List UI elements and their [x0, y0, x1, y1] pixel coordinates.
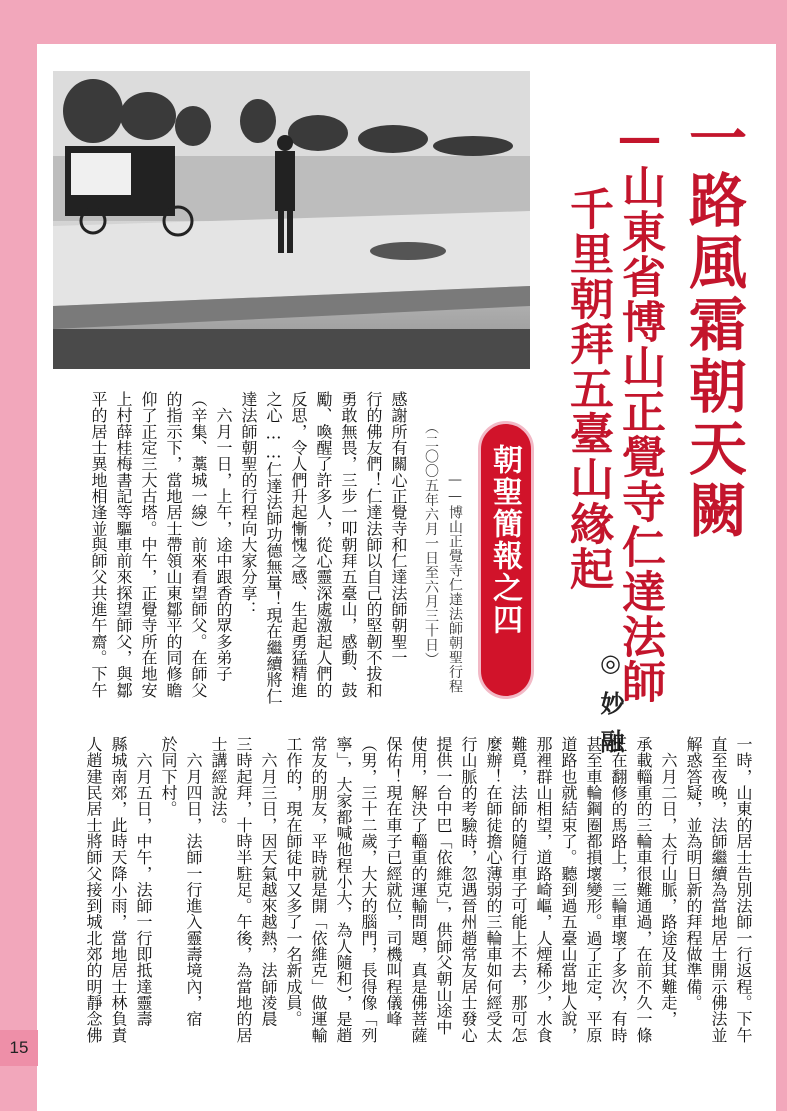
body-column-right-22: 士講經說法。 [209, 736, 228, 833]
body-column-right-27: 人趙建民居士將師父接到城北郊的明靜念佛 [84, 736, 103, 1043]
body-column-right-5: 承載輜重的三輪車很難通過，在前不久一條 [634, 736, 653, 1043]
page-number: 15 [0, 1030, 38, 1066]
article-photo [53, 71, 530, 369]
body-column-right-9: 那裡群山相望，道路崎嶇，人煙稀少，水食 [534, 736, 553, 1043]
body-column-left-5: 反思，令人們升起慚愧之感、生起勇猛精進 [289, 391, 308, 698]
body-column-right-24: 於同下村。 [159, 736, 178, 817]
body-column-right-20: 六月三日，因天氣越來越熱，法師淩晨 [259, 736, 278, 1027]
photo-illustration [53, 71, 530, 369]
body-column-left-11: 仰了正定三大古塔。中午，正覺寺所在地安 [139, 391, 158, 698]
body-column-right-1: 一時，山東的居士告別法師一行返程。下午 [734, 736, 753, 1043]
body-column-right-16: （男，三十二歲，大大的腦門，長得像「列 [359, 736, 378, 1043]
body-column-right-13: 提供一台中巴「依維克」，供師父朝山途中 [434, 736, 453, 1035]
author-byline: ◎妙融 [596, 648, 625, 767]
body-column-right-23: 六月四日，法師一行進入靈壽境內，宿 [184, 736, 203, 1027]
article-subtitle-line1: —山東省博山正覺寺仁達法師 [614, 112, 665, 704]
body-column-right-25: 六月五日，中午，法師一行即抵達靈壽 [134, 736, 153, 1027]
body-column-right-17: 寧」，大家都喊他程小大，為人隨和），是趙 [334, 736, 353, 1043]
source-note-line2: （二〇〇五年六月一日至六月三十日） [423, 420, 439, 667]
body-column-right-6: 正在翻修的馬路上，三輪車壞了多次，有時 [609, 736, 628, 1043]
body-column-right-14: 使用，解決了輜重的運輸問題，真是佛菩薩 [409, 736, 428, 1043]
body-column-left-12: 上村薛桂梅書記等驅車前來探望師父，與鄒 [114, 391, 133, 698]
body-column-right-18: 常友的朋友，平時就是開「依維克」做運輸 [309, 736, 328, 1043]
body-column-left-2: 行的佛友們！仁達法師以自己的堅韌不拔和 [364, 391, 383, 698]
body-column-right-15: 保佑！現在車子已經就位，司機叫程儀峰 [384, 736, 403, 1027]
body-column-left-7: 達法師朝聖的行程向大家分享： [239, 391, 258, 618]
section-banner-label: 朝聖簡報之四 [487, 444, 522, 636]
body-column-right-21: 三時起拜，十時半駐足。午後，為當地的居 [234, 736, 253, 1043]
body-column-left-8: 六月一日，上午，途中跟香的眾多弟子 [214, 391, 233, 682]
body-column-right-8: 道路也就結束了。聽到過五臺山當地人說， [559, 736, 578, 1043]
body-column-left-3: 勇敢無畏，三步一叩朝拜五臺山，感動、鼓 [339, 391, 358, 698]
body-column-right-2: 直至夜晚，法師繼續為當地居士開示佛法並 [709, 736, 728, 1043]
article-subtitle-line2: 千里朝拜五臺山緣起 [562, 186, 613, 591]
source-note-line1: ——博山正覺寺仁達法師朝聖行程 [447, 472, 463, 694]
body-column-left-13: 平的居士異地相逢並與師父共進午齋。下午 [89, 391, 108, 698]
body-column-left-9: （辛集、藁城一線）前來看望師父。在師父 [189, 391, 208, 698]
body-column-left-1: 感謝所有關心正覺寺和仁達法師朝聖一 [389, 391, 408, 666]
body-column-left-4: 勵、喚醒了許多人，從心靈深處激起人們的 [314, 391, 333, 698]
body-column-right-7: 甚至車輪鋼圈都損壞變形。過了正定，平原 [584, 736, 603, 1043]
body-column-right-3: 解惑答疑，並為明日新的拜程做準備。 [684, 736, 703, 1011]
body-column-right-4: 六月二日，太行山脈，路途及其難走， [659, 736, 678, 1027]
body-column-right-26: 縣城南郊，此時天降小雨，當地居士林負責 [109, 736, 128, 1043]
body-column-left-10: 的指示下，當地居士帶領山東鄒平的同修瞻 [164, 391, 183, 698]
body-column-right-10: 難覓，法師的隨行車子可能上不去，那可怎 [509, 736, 528, 1043]
article-title: 一路風霜朝天闕 [679, 108, 747, 542]
body-column-right-12: 行山脈的考驗時，忽遇晉州趙常友居士發心 [459, 736, 478, 1043]
body-column-right-11: 麼辦！在師徒擔心薄弱的三輪車如何經受太 [484, 736, 503, 1043]
body-column-right-19: 工作的，現在師徒中又多了一名新成員。 [284, 736, 303, 1027]
body-column-left-6: 之心……仁達法師功德無量！現在繼續將仁 [264, 391, 283, 704]
